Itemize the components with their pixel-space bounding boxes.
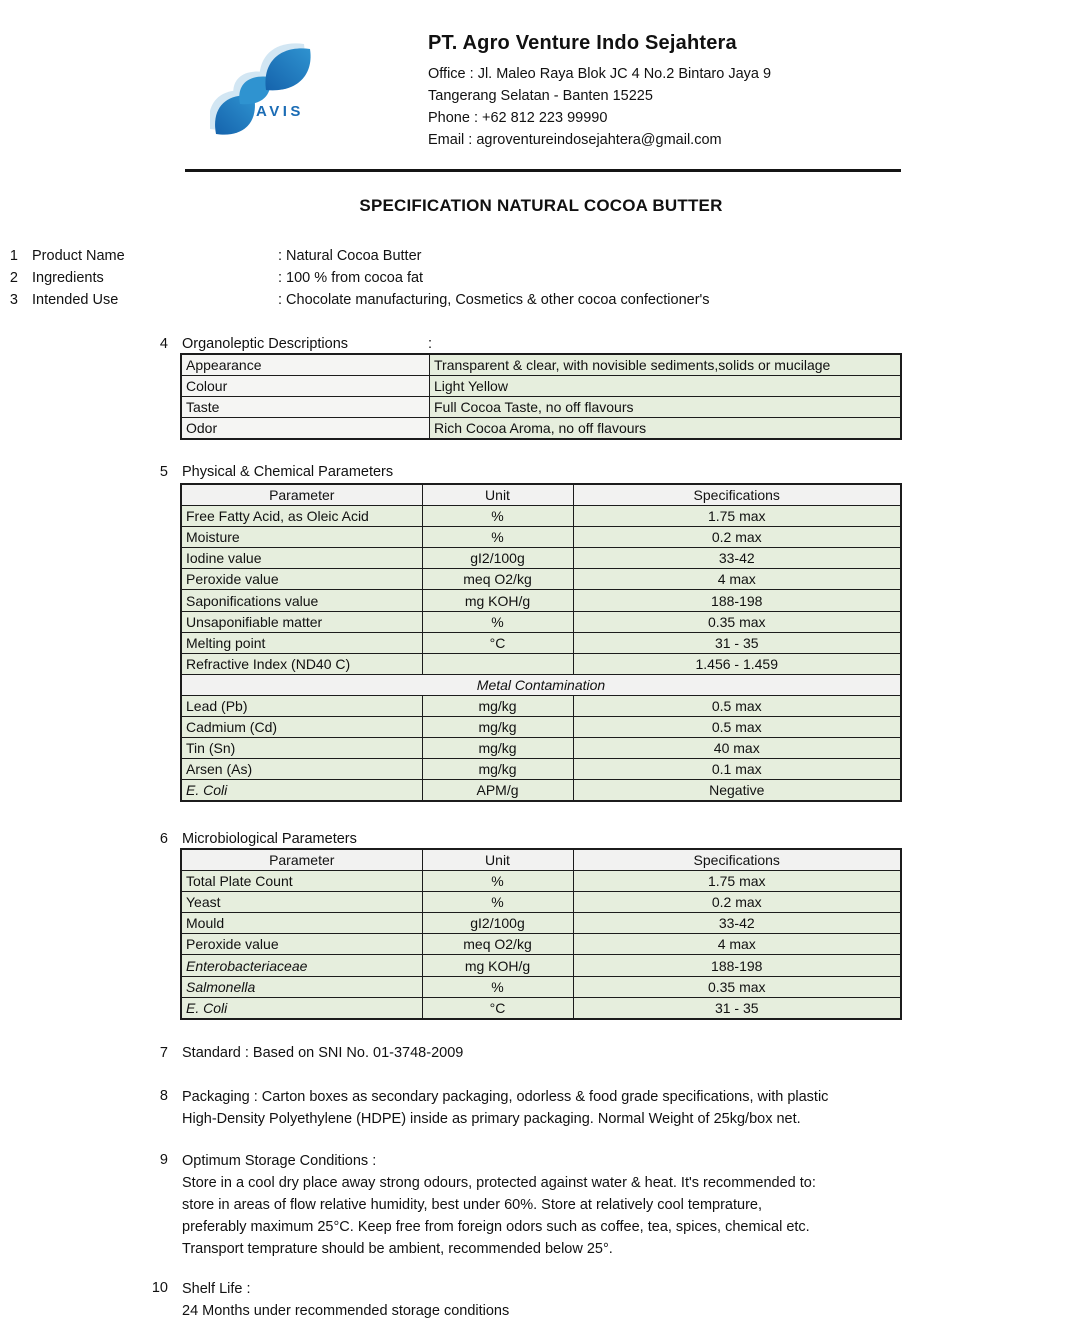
table-cell: Unsaponifiable matter	[181, 611, 422, 632]
item-number: 6	[159, 831, 168, 847]
storage-text	[182, 1172, 816, 1260]
table-row	[181, 913, 901, 934]
table-cell: mg KOH/g	[422, 955, 573, 976]
table-cell: 0.2 max	[573, 892, 901, 913]
metal-contamination-title: Metal Contamination	[181, 674, 901, 695]
item-number: 5	[159, 464, 168, 480]
text-line: Packaging : Carton boxes as secondary packaging, odorless & food grade specifications, with plastic	[182, 1089, 829, 1105]
logo-leaves-icon	[210, 42, 322, 138]
table-cell: APM/g	[422, 780, 573, 802]
table-cell: 0.5 max	[573, 717, 901, 738]
table-row	[181, 397, 901, 418]
table-cell: Colour	[181, 376, 430, 397]
company-name: PT. Agro Venture Indo Sejahtera	[428, 32, 737, 54]
item-number: 8	[159, 1088, 168, 1104]
section-physical-heading	[150, 462, 393, 484]
table-cell: Full Cocoa Taste, no off flavours	[430, 397, 902, 418]
table-cell: °C	[422, 997, 573, 1019]
table-cell	[422, 653, 573, 674]
table-cell: Taste	[181, 397, 430, 418]
table-cell: Iodine value	[181, 548, 422, 569]
table-cell: meq O2/kg	[422, 934, 573, 955]
table-header-row	[181, 849, 901, 871]
table-cell: 188-198	[573, 590, 901, 611]
column-header-parameter: Parameter	[181, 484, 422, 506]
text-line: Tangerang Selatan - Banten 15225	[428, 88, 653, 104]
text-line: Transport temprature should be ambient, recommended below 25°.	[182, 1241, 613, 1257]
table-cell: 4 max	[573, 569, 901, 590]
item-number: 3	[9, 291, 18, 308]
table-row	[181, 653, 901, 674]
table-cell: Rich Cocoa Aroma, no off flavours	[430, 418, 902, 440]
table-row	[181, 780, 901, 802]
table-cell: 31 - 35	[573, 632, 901, 653]
text-line: preferably maximum 25°C. Keep free from foreign odors such as coffee, tea, spices, chemical etc.	[182, 1219, 810, 1235]
item-number: 9	[159, 1152, 168, 1168]
table-cell: Odor	[181, 418, 430, 440]
table-row	[181, 527, 901, 548]
logo-brand-text: AVIS	[256, 103, 304, 120]
shelf-life-value: 24 Months under recommended storage conditions	[182, 1303, 510, 1319]
item-number: 2	[9, 269, 18, 286]
table-row	[181, 418, 901, 440]
table-cell: Free Fatty Acid, as Oleic Acid	[181, 506, 422, 527]
table-row	[181, 632, 901, 653]
table-cell: Melting point	[181, 632, 422, 653]
table-cell: Refractive Index (ND40 C)	[181, 653, 422, 674]
product-summary-list	[0, 246, 710, 311]
table-cell: °C	[422, 632, 573, 653]
table-cell: 1.75 max	[573, 871, 901, 892]
organoleptic-table	[180, 353, 902, 440]
column-header-specifications: Specifications	[573, 849, 901, 871]
table-cell: 31 - 35	[573, 997, 901, 1019]
section-storage	[150, 1150, 816, 1260]
ingredients-value: : 100 % from cocoa fat	[278, 269, 424, 286]
table-cell: Saponifications value	[181, 590, 422, 611]
table-cell: mg/kg	[422, 738, 573, 759]
table-cell: mg/kg	[422, 695, 573, 716]
page-title: SPECIFICATION NATURAL COCOA BUTTER	[359, 196, 723, 215]
text-line: Phone : +62 812 223 99990	[428, 110, 608, 126]
section-shelf-life	[150, 1278, 509, 1322]
text-line: High-Density Polyethylene (HDPE) inside as primary packaging. Normal Weight of 25kg/box net.	[182, 1111, 801, 1127]
table-cell: E. Coli	[181, 780, 422, 802]
standard-text: Standard : Based on SNI No. 01-3748-2009	[182, 1045, 464, 1061]
table-row	[181, 976, 901, 997]
table-cell: Mould	[181, 913, 422, 934]
item-number: 4	[159, 336, 168, 352]
table-cell: Lead (Pb)	[181, 695, 422, 716]
shelf-life-label: Shelf Life :	[182, 1281, 251, 1297]
table-cell: Arsen (As)	[181, 759, 422, 780]
table-cell: Total Plate Count	[181, 871, 422, 892]
table-cell: %	[422, 871, 573, 892]
microbiological-table	[180, 848, 902, 1020]
table-cell: 0.1 max	[573, 759, 901, 780]
table-cell: Light Yellow	[430, 376, 902, 397]
table-cell: Yeast	[181, 892, 422, 913]
table-cell: Transparent & clear, with novisible sediments,solids or mucilage	[430, 354, 902, 376]
item-number: 7	[159, 1045, 168, 1061]
table-cell: Cadmium (Cd)	[181, 717, 422, 738]
table-cell: 4 max	[573, 934, 901, 955]
intended-use-value: : Chocolate manufacturing, Cosmetics & other cocoa confectioner's	[278, 291, 710, 308]
table-row	[181, 738, 901, 759]
table-cell: %	[422, 527, 573, 548]
text-line: Email : agroventureindosejahtera@gmail.com	[428, 132, 722, 148]
organoleptic-colon: :	[428, 336, 433, 352]
table-cell: Tin (Sn)	[181, 738, 422, 759]
table-cell: 0.35 max	[573, 611, 901, 632]
table-row	[181, 354, 901, 376]
table-row	[181, 871, 901, 892]
item-number: 10	[151, 1280, 168, 1296]
header-divider	[185, 169, 901, 172]
text-line: Office : Jl. Maleo Raya Blok JC 4 No.2 Bintaro Jaya 9	[428, 66, 772, 82]
table-cell: Appearance	[181, 354, 430, 376]
company-address	[428, 63, 771, 151]
table-cell: 0.2 max	[573, 527, 901, 548]
column-header-unit: Unit	[422, 484, 573, 506]
ingredients-label: Ingredients	[32, 269, 104, 286]
table-cell: Enterobacteriaceae	[181, 955, 422, 976]
table-cell: meq O2/kg	[422, 569, 573, 590]
company-logo	[210, 42, 322, 138]
table-cell: mg/kg	[422, 717, 573, 738]
table-cell: mg/kg	[422, 759, 573, 780]
table-cell: Salmonella	[181, 976, 422, 997]
text-line: store in areas of flow relative humidity, best under 60%. Store at relatively cool temprature,	[182, 1197, 763, 1213]
table-cell: %	[422, 892, 573, 913]
product-name-label: Product Name	[32, 248, 125, 264]
metal-contamination-subheader	[181, 674, 901, 695]
table-row	[181, 506, 901, 527]
table-cell: 0.5 max	[573, 695, 901, 716]
table-cell: 188-198	[573, 955, 901, 976]
table-row	[181, 548, 901, 569]
column-header-unit: Unit	[422, 849, 573, 871]
micro-label: Microbiological Parameters	[182, 831, 357, 847]
table-row	[181, 717, 901, 738]
table-cell: gI2/100g	[422, 548, 573, 569]
table-row	[181, 934, 901, 955]
company-info	[428, 32, 771, 151]
table-cell: %	[422, 976, 573, 997]
section-packaging	[150, 1086, 828, 1130]
table-cell: 40 max	[573, 738, 901, 759]
table-row	[181, 955, 901, 976]
table-cell: Moisture	[181, 527, 422, 548]
text-line: Store in a cool dry place away strong odours, protected against water & heat. It's recommended to:	[182, 1175, 816, 1191]
table-cell: 33-42	[573, 548, 901, 569]
intended-use-label: Intended Use	[32, 291, 119, 308]
table-cell: %	[422, 611, 573, 632]
physical-chemical-table	[180, 483, 902, 802]
table-row	[181, 611, 901, 632]
table-cell: 1.456 - 1.459	[573, 653, 901, 674]
table-subheader-row	[181, 674, 901, 695]
table-row	[181, 590, 901, 611]
table-cell: Peroxide value	[181, 934, 422, 955]
table-cell: mg KOH/g	[422, 590, 573, 611]
table-cell: E. Coli	[181, 997, 422, 1019]
column-header-specifications: Specifications	[573, 484, 901, 506]
table-cell: Peroxide value	[181, 569, 422, 590]
table-row	[181, 695, 901, 716]
storage-label: Optimum Storage Conditions :	[182, 1153, 377, 1169]
table-cell: Negative	[573, 780, 901, 802]
table-header-row	[181, 484, 901, 506]
item-number: 1	[9, 248, 18, 264]
product-name-value: : Natural Cocoa Butter	[278, 248, 422, 264]
table-row	[181, 759, 901, 780]
section-standard	[150, 1043, 463, 1065]
table-row	[181, 376, 901, 397]
table-cell: 0.35 max	[573, 976, 901, 997]
table-cell: gI2/100g	[422, 913, 573, 934]
table-cell: 1.75 max	[573, 506, 901, 527]
packaging-text	[182, 1086, 828, 1130]
column-header-parameter: Parameter	[181, 849, 422, 871]
table-row	[181, 892, 901, 913]
table-cell: 33-42	[573, 913, 901, 934]
table-cell: %	[422, 506, 573, 527]
table-row	[181, 569, 901, 590]
organoleptic-label-text: Organoleptic Descriptions	[182, 336, 349, 352]
physical-label: Physical & Chemical Parameters	[182, 464, 394, 480]
table-row	[181, 997, 901, 1019]
